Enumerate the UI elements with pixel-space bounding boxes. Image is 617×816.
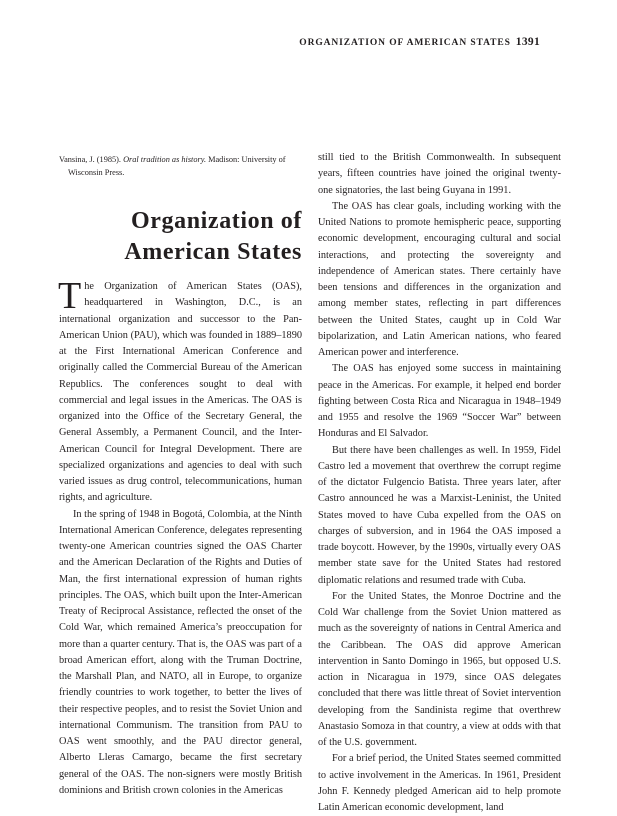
running-head xyxy=(299,36,540,48)
paragraph: The OAS has enjoyed some success in maintaining peace in the Americas. For example, it helped end border fighting between Costa Rica and Nicaragua in 1948–1949 and 1955 and resolve the 1969 “Soccer War” between Honduras and El Salvador. xyxy=(318,363,561,440)
drop-cap: T xyxy=(58,275,82,317)
left-column xyxy=(58,275,302,799)
page-number: 1391 xyxy=(515,36,540,48)
article-title xyxy=(59,206,302,268)
paragraph: In the spring of 1948 in Bogotá, Colombia, at the Ninth International American Conference, delegates representing twenty-one American countries signed the OAS Charter and the American Declaration of the Rights and Duties of Man, the first international expression of human rights principles. The OAS, which built upon the Inter-American Treaty of Reciprocal Assistance, reflected the onset of the Cold War, which remained America’s preoccupation for more than a quarter century. That is, the OAS was part of a broad American effort, along with the Truman Doctrine, the Marshall Plan, and NATO, all in Europe, to organize friendly countries to work together, to better the lives of their respective peoples, and to resist the Soviet Union and international Communism. The transition from PAU to OAS went smoothly, and the PAU director general, Alberto Lleras Camargo, became the first secretary general of the OAS. The non-signers were mostly British dominions and British crown colonies in the Americas xyxy=(59,508,302,796)
reference-author: Vansina, J. (1985). xyxy=(59,155,124,164)
right-column xyxy=(318,150,561,816)
paragraph: The OAS has clear goals, including working with the United Nations to promote hemispheric peace, supporting economic development, encouraging cultural and social interactions, and protecting the sovereignty and independence of American states. There certainly have been tensions and differences in the organization and among member states, reflecting in part differences between the United States, caught up in Cold War bipolarization, and Latin American nations, who feared American power and interference. xyxy=(318,200,561,358)
paragraph: still tied to the British Commonwealth. In subsequent years, fifteen countries have joined the original twenty-one signatories, the last being Guyana in 1991. xyxy=(318,152,561,196)
reference-publisher: Madison: University of Wisconsin Press. xyxy=(68,155,286,177)
paragraph: But there have been challenges as well. In 1959, Fidel Castro led a movement that overthrew the corrupt regime of the dictator Fulgencio Batista. Three years later, after Castro announced he was a Marxist-Leninist, the United States moved to have Cuba expelled from the OAS on charges of subversion, and in 1964 the OAS imposed a trade boycott. However, by the 1990s, virtually every OAS member state save for the United States had restored diplomatic relations and resumed trade with Cuba. xyxy=(318,444,561,586)
article-title-line-2: American States xyxy=(124,239,302,265)
reference-work-title: Oral tradition as history. xyxy=(123,155,207,164)
paragraph: For a brief period, the United States seemed committed to active involvement in the Americas. In 1961, President John F. Kennedy pledged American aid to help promote Latin American economic development, land xyxy=(318,753,561,813)
paragraph-text: he Organization of American States (OAS), headquartered in Washington, D.C., is an international organization and successor to the Pan-American Union (PAU), which was founded in 1889–1890 at the First International American Conference and originally called the Commercial Bureau of the American Republics. The conferences sought to deal with commercial and legal issues in the Americas. The OAS is organized into the Office of the Secretary General, the General Assembly, a Permanent Council, and the Inter-American Council for Integral Development. There are specialized organizations and agencies to deal with such varied issues as drug control, telecommunications, human rights, and agriculture. xyxy=(59,281,302,504)
article-title-line-1: Organization of xyxy=(131,208,302,234)
running-head-title: ORGANIZATION OF AMERICAN STATES xyxy=(299,38,511,48)
reference-entry xyxy=(59,154,318,179)
paragraph: For the United States, the Monroe Doctrine and the Cold War challenge from the Soviet Union mattered as much as the sovereignty of nations in Central America and the Caribbean. The OAS did approve American intervention in Santo Domingo in 1965, but opposed U.S. action in Nicaragua in 1979, since OAS delegates concluded that there was little threat of Soviet intervention developing from the Sandinista regime that overthrew Anastasio Somoza in that country, a view at odds with that of the U.S. government. xyxy=(318,590,561,748)
paragraph xyxy=(58,275,302,507)
